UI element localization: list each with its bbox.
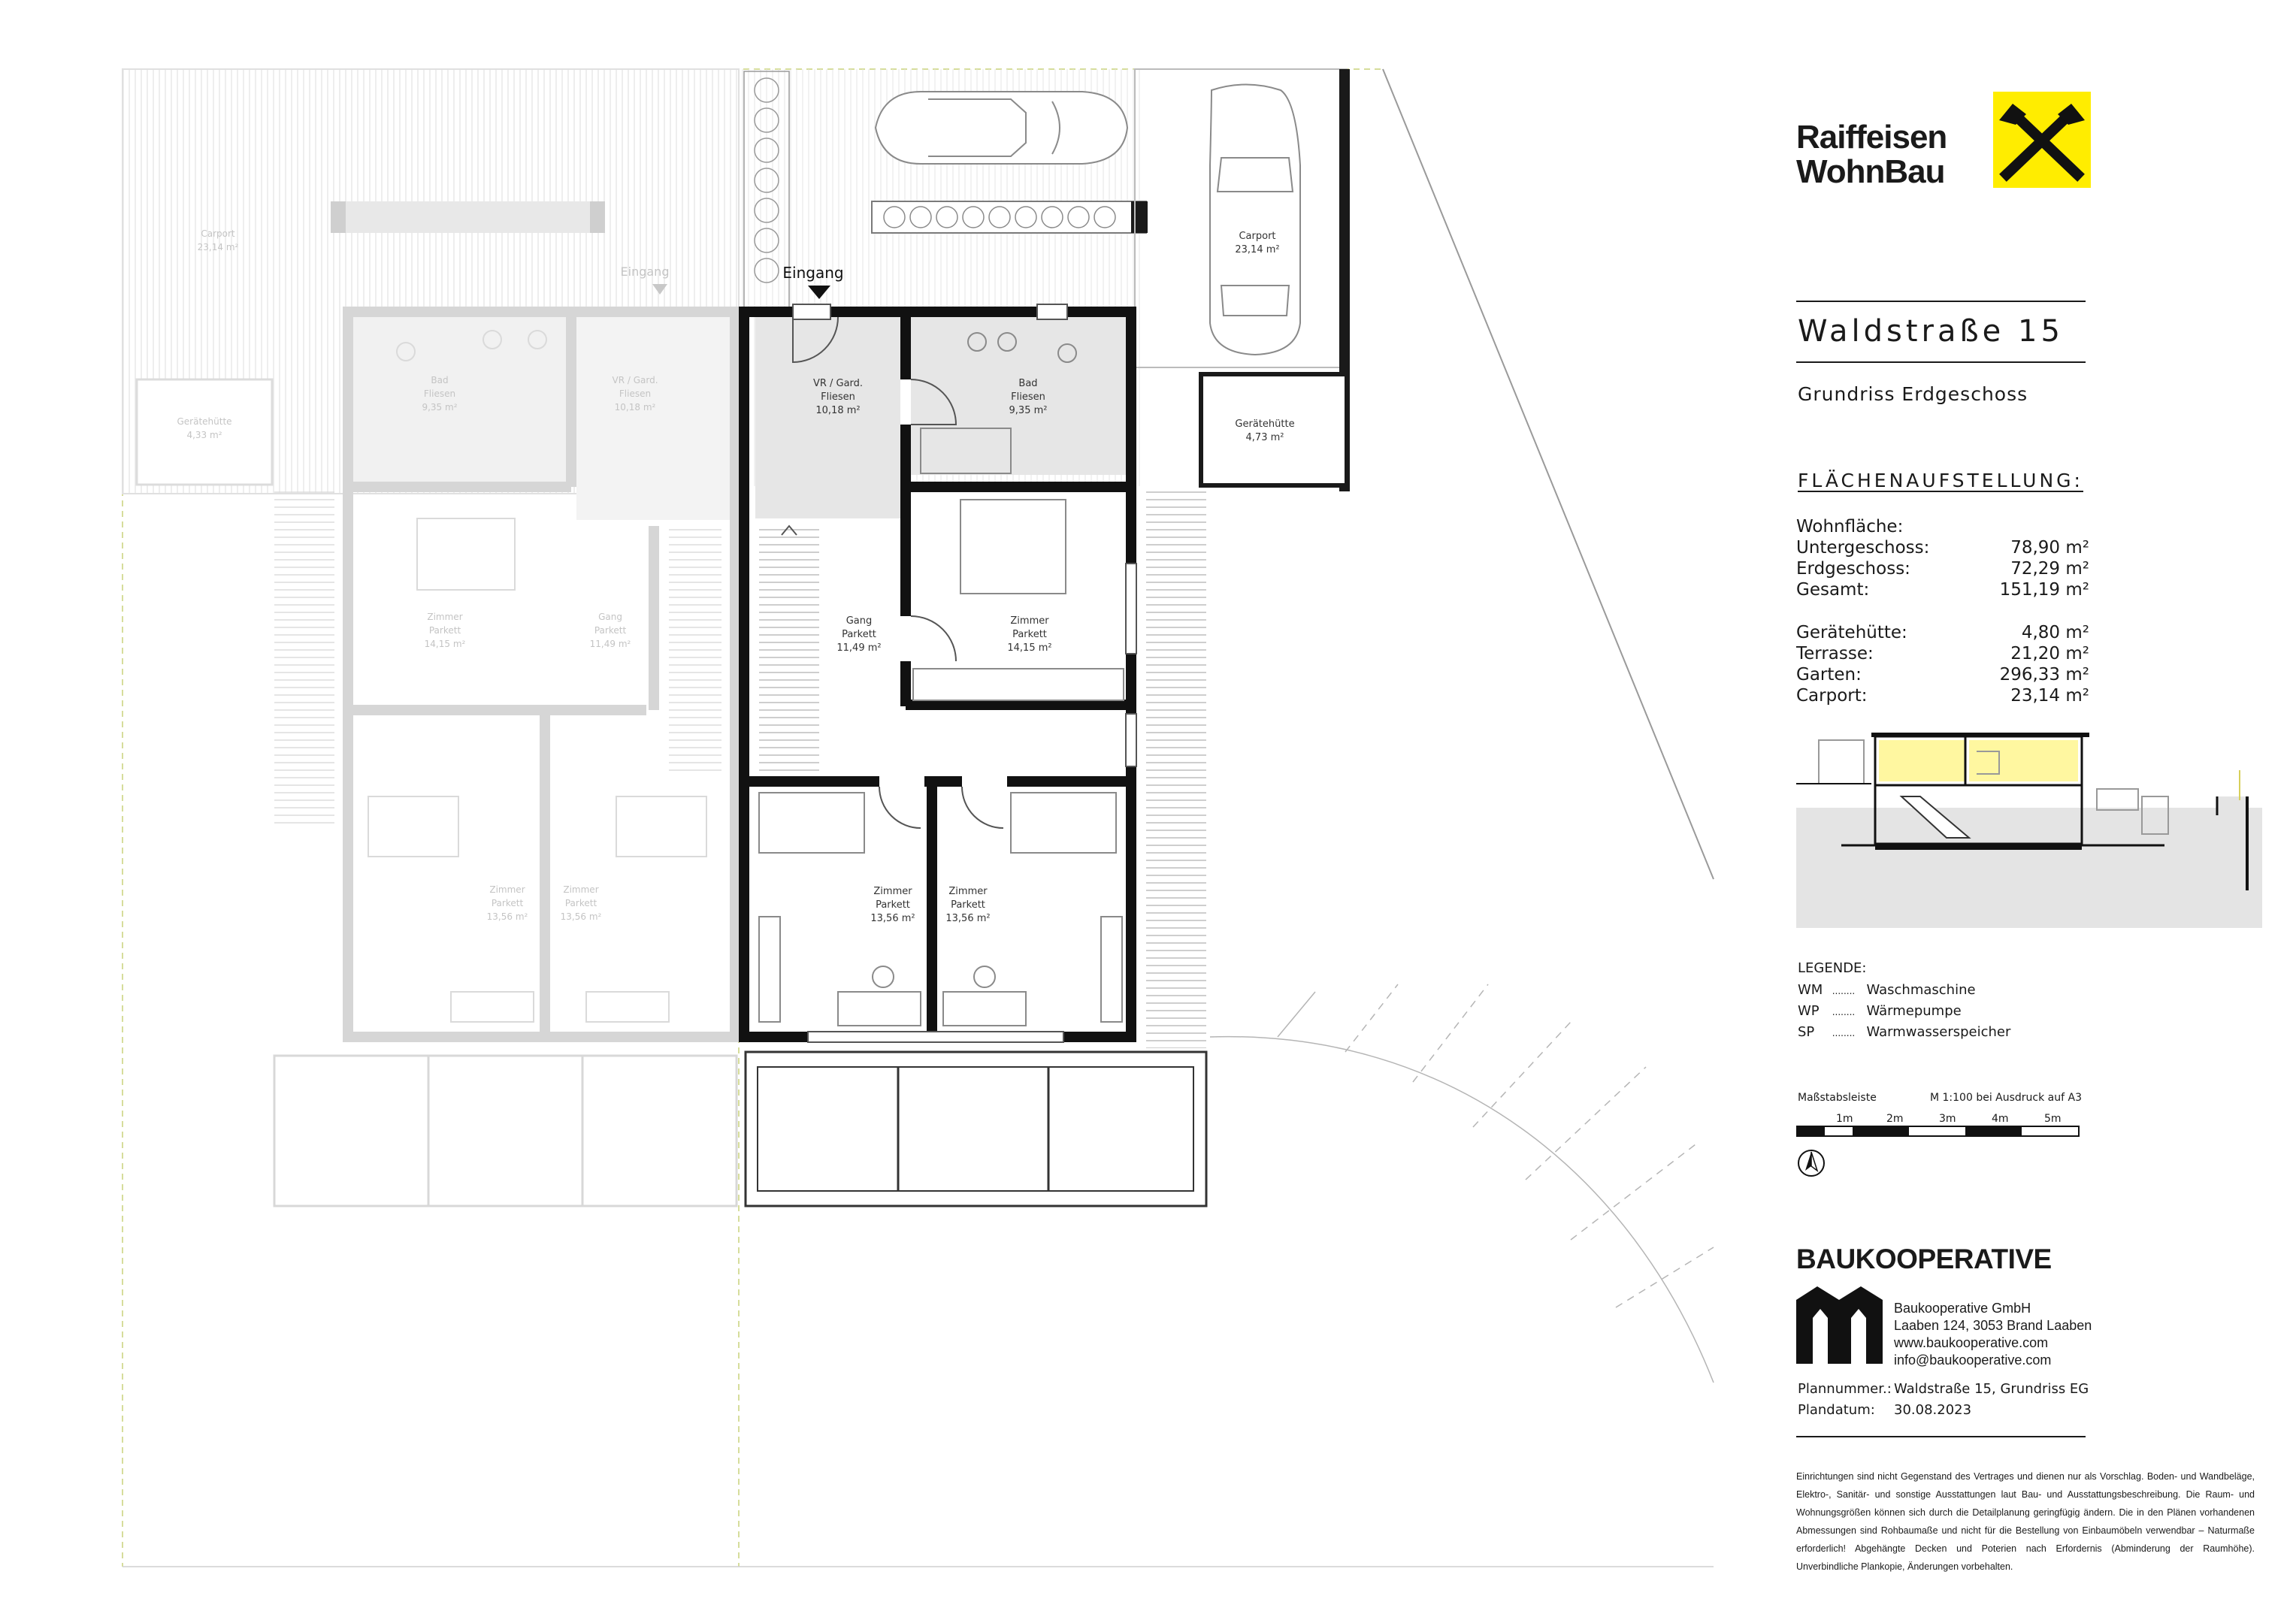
legend-item xyxy=(1798,982,2098,998)
scale-tick: 1m xyxy=(1836,1113,1853,1125)
scale-label: Maßstabsleiste xyxy=(1798,1092,1877,1104)
scale-tick: 3m xyxy=(1939,1113,1956,1125)
area-row-value: 151,19 m² xyxy=(1999,580,2089,600)
room-vr-name: VR / Gard. xyxy=(812,378,864,389)
legend-code: WP xyxy=(1798,1003,1820,1019)
room-gang-name: Gang xyxy=(845,615,873,627)
room-zimmer1-area: 14,15 m² xyxy=(1007,642,1052,654)
legend-dots: ........ xyxy=(1832,1007,1856,1017)
ghost-entrance-label: Eingang xyxy=(620,264,670,279)
company-name: Baukooperative GmbH xyxy=(1894,1301,2031,1316)
room-zimmer2-name: Zimmer xyxy=(873,886,912,897)
legend-dots: ........ xyxy=(1832,1028,1856,1038)
area-row-value: 4,80 m² xyxy=(2021,623,2089,642)
company-web[interactable]: www.baukooperative.com xyxy=(1894,1335,2049,1350)
legend-item xyxy=(1798,1024,2098,1040)
ghost-room-gang-name: Gang xyxy=(598,612,622,622)
ghost-room-vr-floor: Fliesen xyxy=(619,388,652,399)
ghost-room-bad-floor: Fliesen xyxy=(423,388,456,399)
page-subtitle: Grundriss Erdgeschoss xyxy=(1798,383,2028,405)
ghost-room-zimmer2-floor: Parkett xyxy=(491,898,524,908)
plan-date-value: 30.08.2023 xyxy=(1894,1402,1972,1418)
ghost-room-vr-area: 10,18 m² xyxy=(614,402,656,413)
ghost-room-gang-floor: Parkett xyxy=(594,625,627,636)
carport-area: 23,14 m² xyxy=(1235,244,1280,255)
page-title: Waldstraße 15 xyxy=(1798,314,2064,349)
area-row-label: Gerätehütte: xyxy=(1796,623,1907,642)
legend-heading: LEGENDE: xyxy=(1798,960,1867,976)
ghost-unit xyxy=(123,69,739,1206)
company-logo-text: BAUKOOPERATIVE xyxy=(1796,1244,2052,1274)
area-row xyxy=(1796,686,2089,707)
room-zimmer1-floor: Parkett xyxy=(1012,629,1047,640)
ghost-room-vr-name: VR / Gard. xyxy=(612,375,658,385)
wohnflaeche-label: Wohnfläche: xyxy=(1796,517,1904,536)
plan-date-label: Plandatum: xyxy=(1798,1402,1875,1418)
baukooperative-house-icon xyxy=(1796,1286,1883,1364)
ghost-room-zimmer2-area: 13,56 m² xyxy=(486,911,528,922)
ghost-shed-area: 4,33 m² xyxy=(186,430,222,440)
areas-heading: FLÄCHENAUFSTELLUNG: xyxy=(1798,470,2083,491)
legend-text: Warmwasserspeicher xyxy=(1866,1024,2011,1040)
room-zimmer3-area: 13,56 m² xyxy=(945,913,991,924)
company-address: Laaben 124, 3053 Brand Laaben xyxy=(1894,1318,2092,1333)
plant-row xyxy=(872,201,1148,233)
entrance-label: Eingang xyxy=(782,264,844,282)
ghost-room-zimmer3-floor: Parkett xyxy=(564,898,597,908)
area-row-label: Erdgeschoss: xyxy=(1796,559,1910,579)
ghost-room-bad-area: 9,35 m² xyxy=(422,402,458,413)
scale-note: M 1:100 bei Ausdruck auf A3 xyxy=(1930,1092,2082,1104)
area-row-label: Terrasse: xyxy=(1796,644,1874,663)
car-icon xyxy=(1210,85,1300,355)
section-diagram xyxy=(1796,725,2262,928)
raiffeisen-gable-icon xyxy=(1993,92,2091,188)
area-table xyxy=(1796,517,2089,757)
area-row-value: 78,90 m² xyxy=(2010,538,2089,558)
area-row-value: 72,29 m² xyxy=(2010,559,2089,579)
legend-code: SP xyxy=(1798,1024,1815,1040)
car-icon xyxy=(876,92,1127,164)
ghost-room-zimmer2-name: Zimmer xyxy=(489,884,525,895)
scale-tick: 5m xyxy=(2044,1113,2062,1125)
room-zimmer2-floor: Parkett xyxy=(876,899,910,911)
room-zimmer3-floor: Parkett xyxy=(951,899,985,911)
room-gang-area: 11,49 m² xyxy=(836,642,882,654)
room-gang-floor: Parkett xyxy=(842,629,876,640)
area-row-value: 23,14 m² xyxy=(2010,686,2089,706)
scale-tick: 4m xyxy=(1992,1113,2009,1125)
ghost-room-zimmer1-floor: Parkett xyxy=(428,625,461,636)
scale-bar xyxy=(1796,1126,2097,1138)
ghost-room-zimmer1-name: Zimmer xyxy=(427,612,463,622)
ghost-room-zimmer3-name: Zimmer xyxy=(563,884,599,895)
brand-logo xyxy=(1796,120,2112,195)
area-row-label: Gesamt: xyxy=(1796,580,1870,600)
ghost-room-zimmer1-area: 14,15 m² xyxy=(424,639,466,649)
legend-dots: ........ xyxy=(1832,986,1856,996)
area-row-value: 296,33 m² xyxy=(1999,665,2089,685)
room-bad-area: 9,35 m² xyxy=(1009,405,1048,416)
area-row-label: Garten: xyxy=(1796,665,1862,685)
room-vr-area: 10,18 m² xyxy=(815,405,861,416)
legend-text: Waschmaschine xyxy=(1866,982,1976,998)
room-vr-floor: Fliesen xyxy=(821,391,855,403)
brand-name-line1: Raiffeisen xyxy=(1796,119,1947,156)
shed-area: 4,73 m² xyxy=(1245,432,1284,443)
disclaimer: Einrichtungen sind nicht Gegenstand des Vertrages und dienen nur als Vorschlag. Boden- und Wandbeläge, Elektro-, Sanitär- und sonstige Ausstattungen laut Bau- und Ausstattungsbeschreibung. Die Raum- und Wohnungsgrößen können sich durch die Detailplanung geringfügig ändern. Die in den Plänen vorhandenen Abmessungen sind Rohbaumaße und nicht für die Bestellung von Einbaumöbeln verwendbar – Naturmaße erforderlich! Abgehängte Decken und Poterien nach Erfordernis (Abminderung der Raumhöhe). Unverbindliche Plankopie, Änderungen vorbehalten. xyxy=(1796,1471,2255,1572)
ghost-room-gang-area: 11,49 m² xyxy=(589,639,631,649)
ghost-carport-area: 23,14 m² xyxy=(197,242,239,252)
brand-name-line2: WohnBau xyxy=(1796,153,1945,190)
area-row xyxy=(1796,665,2089,686)
legend-item xyxy=(1798,1003,2098,1019)
ghost-room-bad-name: Bad xyxy=(431,375,449,385)
area-row xyxy=(1796,644,2089,665)
area-row xyxy=(1796,623,2089,644)
shed-label: Gerätehütte xyxy=(1235,419,1295,430)
room-bad-name: Bad xyxy=(1018,378,1038,389)
ghost-room-zimmer3-area: 13,56 m² xyxy=(560,911,602,922)
terrace xyxy=(746,1052,1206,1206)
company-email[interactable]: info@baukooperative.com xyxy=(1894,1352,2052,1368)
area-row-label: Carport: xyxy=(1796,686,1868,706)
area-row xyxy=(1796,580,2089,601)
company-info xyxy=(1894,1300,2092,1369)
area-row-label: Untergeschoss: xyxy=(1796,538,1930,558)
title-block xyxy=(1796,0,2255,1623)
garden-path xyxy=(1210,984,1714,1383)
area-row xyxy=(1796,559,2089,580)
legend-text: Wärmepumpe xyxy=(1866,1003,1962,1019)
room-zimmer3-name: Zimmer xyxy=(948,886,988,897)
ghost-carport-label: Carport xyxy=(201,228,235,239)
plan-number-label: Plannummer.: xyxy=(1798,1381,1892,1397)
carport-label: Carport xyxy=(1239,231,1276,242)
room-zimmer1-name: Zimmer xyxy=(1010,615,1049,627)
street-line xyxy=(1383,69,1714,879)
ghost-shed-label: Gerätehütte xyxy=(177,416,232,427)
plan-number-value: Waldstraße 15, Grundriss EG xyxy=(1894,1381,2089,1397)
area-row-value: 21,20 m² xyxy=(2010,644,2089,663)
area-row xyxy=(1796,538,2089,559)
north-arrow-icon xyxy=(1796,1148,1826,1178)
room-bad-floor: Fliesen xyxy=(1011,391,1045,403)
legend-code: WM xyxy=(1798,982,1823,998)
scale-tick: 2m xyxy=(1886,1113,1904,1125)
room-zimmer2-area: 13,56 m² xyxy=(870,913,915,924)
